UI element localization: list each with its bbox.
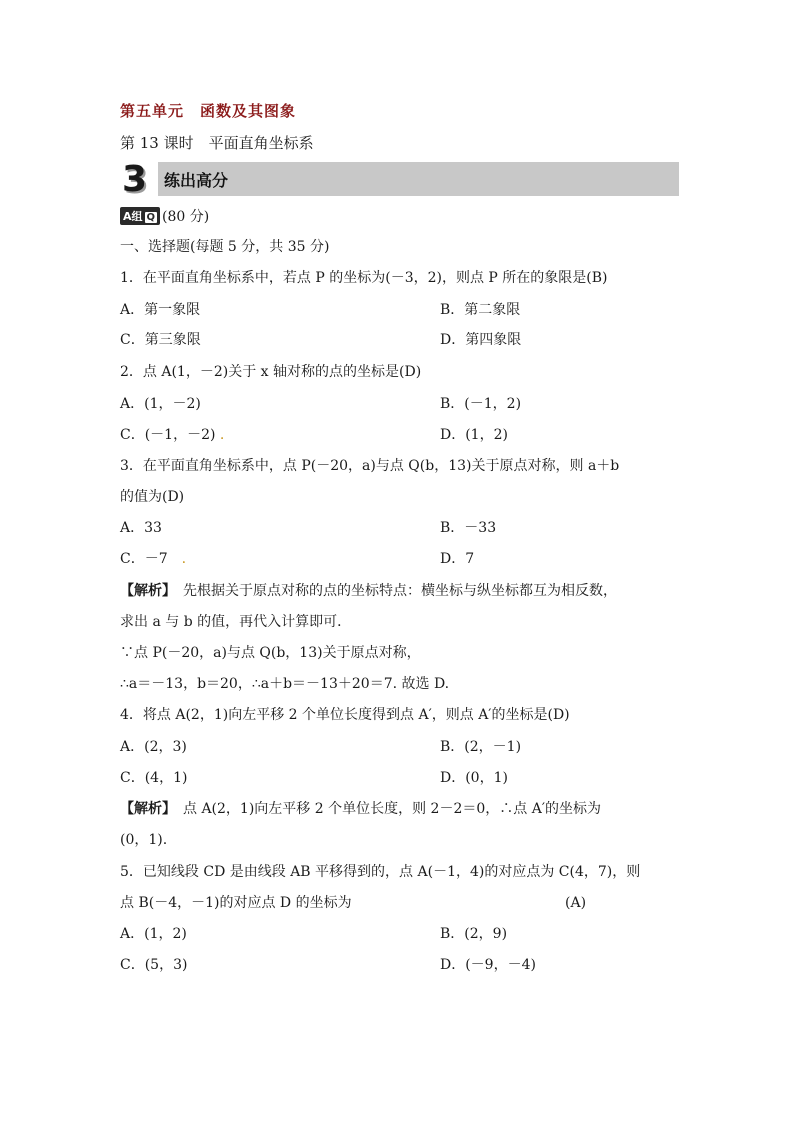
question-5-stem-line1: 5．已知线段 CD 是由线段 AB 平移得到的，点 A(－1，4)的对应点为 C(4，7)，则 xyxy=(120,864,641,880)
q5-option-a: A．(1，2) xyxy=(120,926,187,942)
q1-option-a: A．第一象限 xyxy=(120,302,201,318)
q1-option-b: B．第二象限 xyxy=(440,302,521,318)
q4-option-c: C．(4，1) xyxy=(120,770,188,786)
q2-option-b: B．(－1，2) xyxy=(440,396,522,412)
question-5-stem-line2: 点 B(－4，－1)的对应点 D 的坐标为 xyxy=(120,895,352,911)
q3-option-d: D．7 xyxy=(440,551,475,567)
group-score: (80 分) xyxy=(162,209,210,225)
q5-option-c: C．(5，3) xyxy=(120,957,188,973)
q1-option-c: C．第三象限 xyxy=(120,332,201,348)
lesson-title: 第 13 课时 平面直角坐标系 xyxy=(120,134,314,152)
group-heading xyxy=(120,206,209,226)
q3-analysis-line2: 求出 a 与 b 的值，再代入计算即可． xyxy=(120,614,352,630)
q3-option-c: C．－7 xyxy=(120,551,168,567)
q3-option-a: A．33 xyxy=(120,520,162,536)
q1-option-d: D．第四象限 xyxy=(440,332,522,348)
q3-analysis-label: 【解析】 xyxy=(120,583,169,599)
q4-analysis-label: 【解析】 xyxy=(120,801,169,817)
q4-analysis-line1: 【解析】 点 A(2，1)向左平移 2 个单位长度，则 2－2＝0，∴点 A′的坐标为 xyxy=(120,801,602,817)
section-title: 一、选择题(每题 5 分，共 35 分) xyxy=(120,239,330,255)
q5-option-d: D．(－9，－4) xyxy=(440,957,536,973)
q3-option-c-row xyxy=(120,549,186,569)
q5-option-b: B．(2，9) xyxy=(440,926,508,942)
q3-option-b: B．－33 xyxy=(440,520,497,536)
q4-option-a: A．(2，3) xyxy=(120,739,187,755)
q-icon: Q xyxy=(146,212,156,223)
q4-option-b: B．(2，－1) xyxy=(440,739,522,755)
section-banner xyxy=(120,159,679,200)
q2-option-d: D．(1，2) xyxy=(440,427,508,443)
q2-option-c: C．(－1，－2) xyxy=(120,427,216,443)
q3-analysis-line3: ∵点 P(－20，a)与点 Q(b，13)关于原点对称， xyxy=(120,645,421,661)
q3-mark: . xyxy=(181,551,187,567)
q2-option-a: A．(1，－2) xyxy=(120,396,201,412)
question-1-stem: 1．在平面直角坐标系中，若点 P 的坐标为(－3，2)，则点 P 所在的象限是(B) xyxy=(120,270,608,286)
q2-mark: . xyxy=(219,427,225,443)
q5-answer: (A) xyxy=(565,895,587,911)
question-3-stem-line2: 的值为(D) xyxy=(120,489,185,505)
banner-number: 3 xyxy=(122,159,148,200)
unit-title: 第五单元 函数及其图象 xyxy=(120,102,297,120)
q3-analysis-line4: ∴a＝－13，b＝20，∴a＋b＝－13＋20＝7. 故选 D. xyxy=(120,676,450,692)
banner-label: 练出高分 xyxy=(164,171,229,190)
banner-number-badge xyxy=(120,159,158,200)
question-4-stem: 4．将点 A(2，1)向左平移 2 个单位长度得到点 A′，则点 A′的坐标是(D) xyxy=(120,707,570,723)
q4-option-d: D．(0，1) xyxy=(440,770,508,786)
q4-analysis-line2: (0，1). xyxy=(120,832,168,848)
question-3-stem-line1: 3．在平面直角坐标系中，点 P(－20，a)与点 Q(b，13)关于原点对称，则 a＋b xyxy=(120,458,620,474)
question-2-stem: 2．点 A(1，－2)关于 x 轴对称的点的坐标是(D) xyxy=(120,364,422,380)
q3-analysis-line1: 【解析】 先根据关于原点对称的点的坐标特点：横坐标与纵坐标都互为相反数， xyxy=(120,583,617,599)
group-badge: A组 Q xyxy=(120,207,160,225)
q2-option-c-row xyxy=(120,425,224,445)
